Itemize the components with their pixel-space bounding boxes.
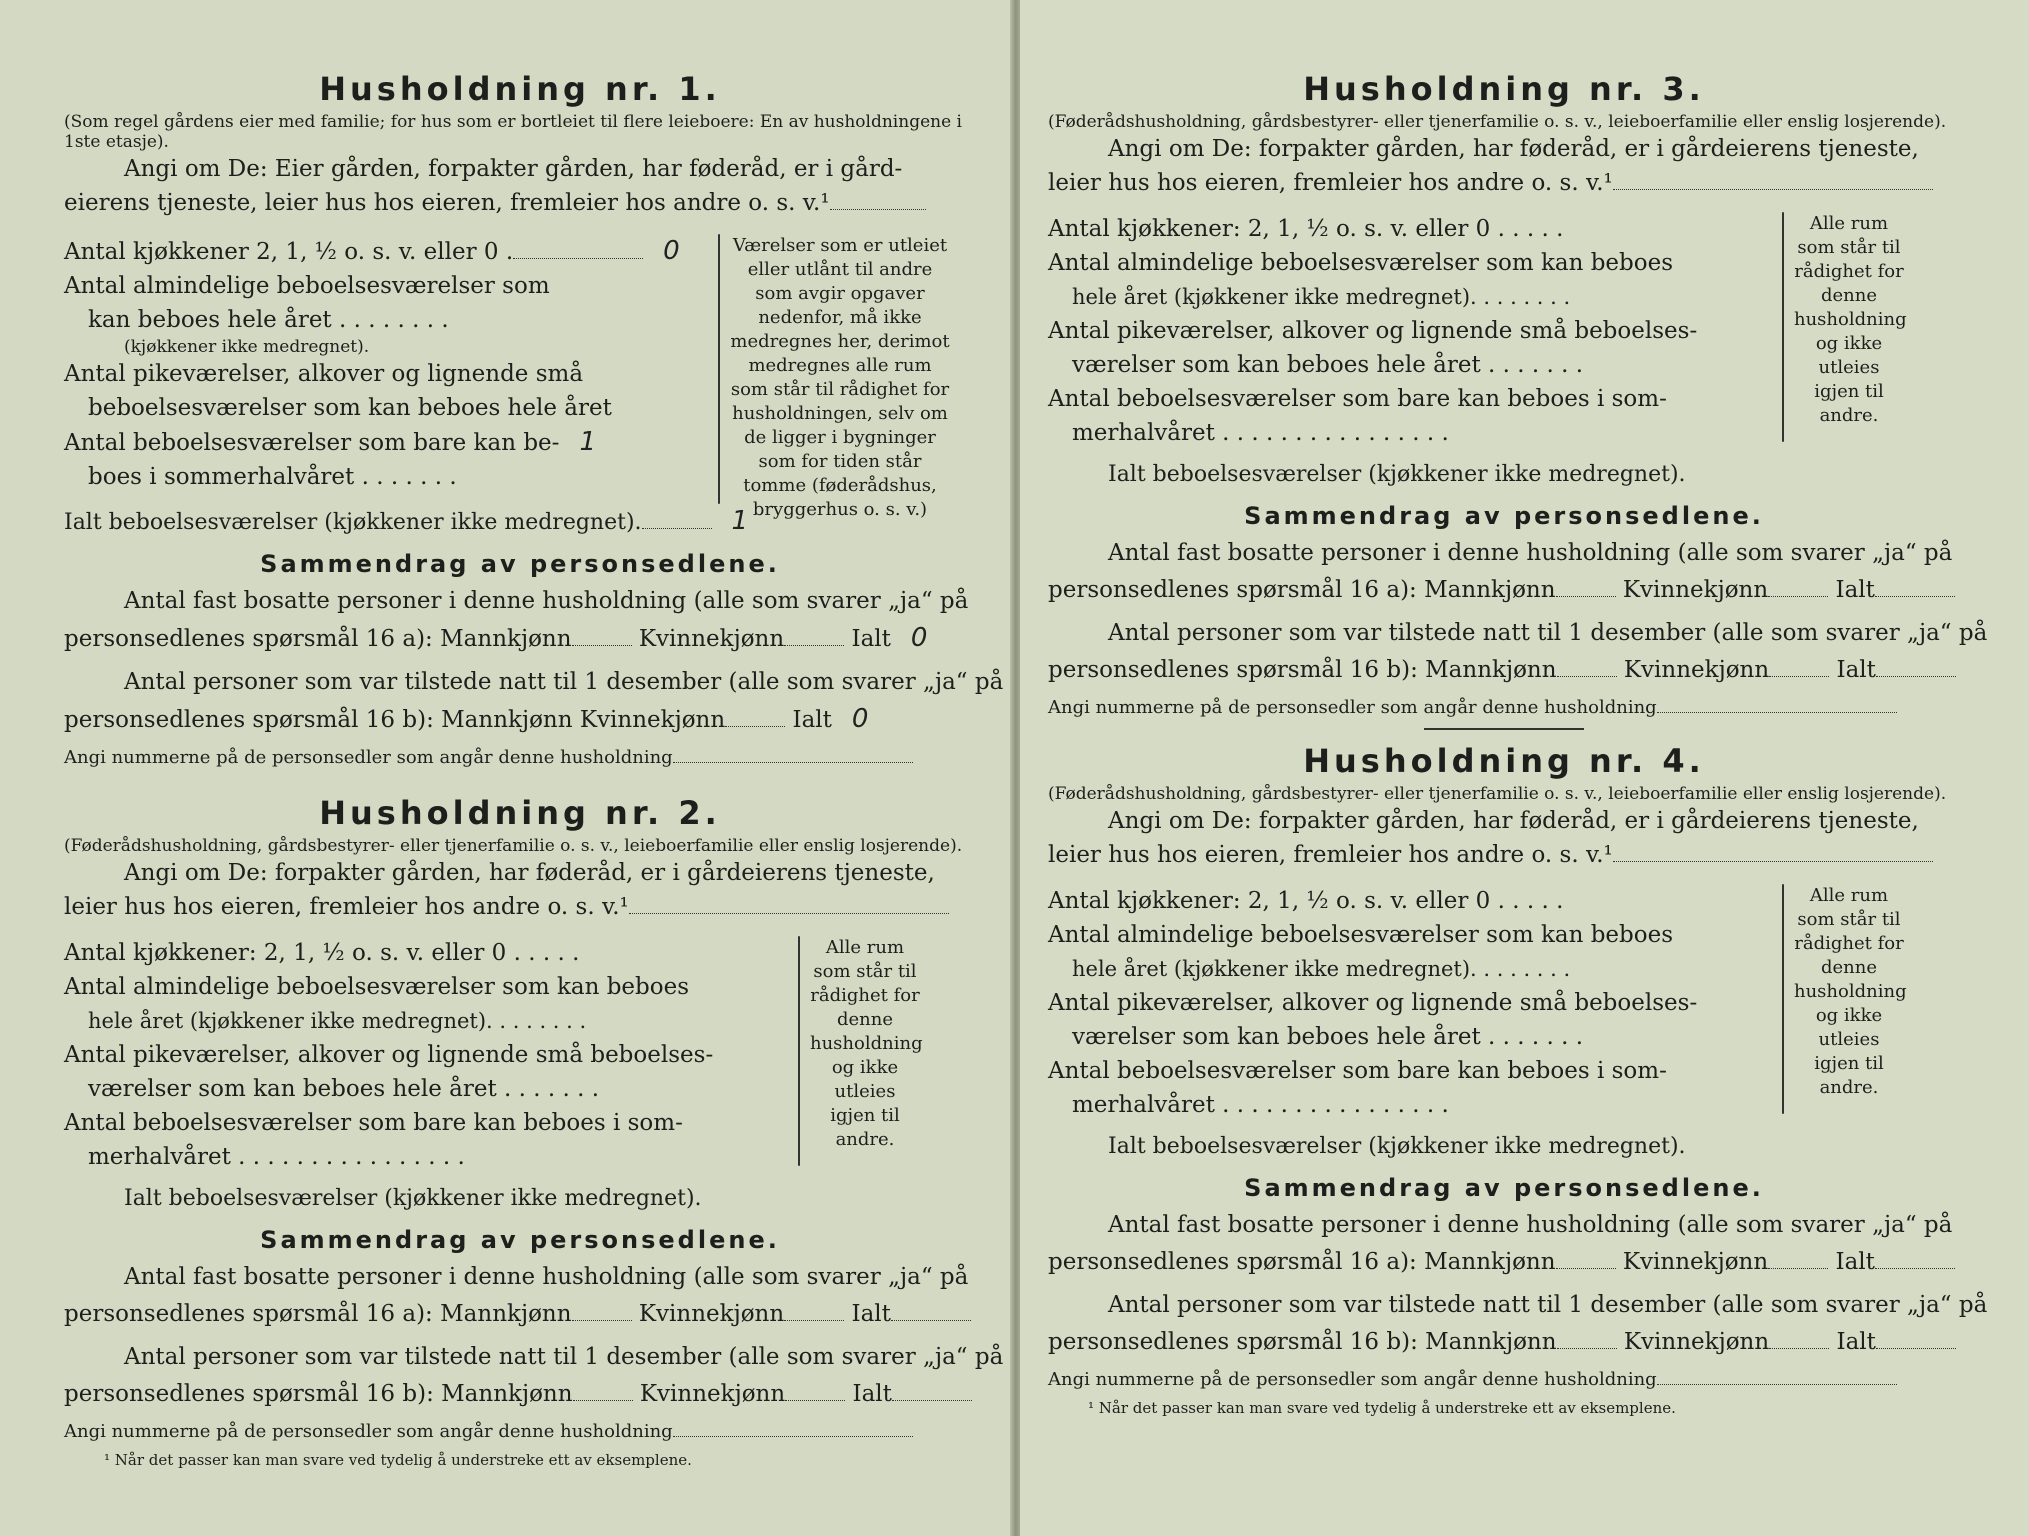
- h1-row-rooms-3: (kjøkkener ikke medregnet).: [124, 337, 370, 357]
- h4-row-maid-1: Antal pikeværelser, alkover og lignende små beboelses-: [1048, 990, 1698, 1016]
- h2-row-total: Ialt beboelsesværelser (kjøkkener ikke medregnet).: [124, 1186, 702, 1211]
- h2-row-maid-1: Antal pikeværelser, alkover og lignende små beboelses-: [64, 1042, 714, 1068]
- h4-summary-title: Sammendrag av personsedlene.: [1244, 1174, 1764, 1202]
- h2-row-rooms-2: hele året (kjøkkener ikke medregnet). . . . . . . .: [88, 1009, 587, 1033]
- h2-row-rooms-1: Antal almindelige beboelsesværelser som kan beboes: [64, 974, 690, 1000]
- household-1-title: Husholdning nr. 1.: [319, 70, 721, 108]
- h4-brace-note: Alle rum som står til rådighet for denne husholdning og ikke utleies igjen til andre.: [1794, 885, 1907, 1098]
- h3-row-summer-1: Antal beboelsesværelser som bare kan beboes i som-: [1048, 386, 1667, 412]
- household-2-note: (Føderådshusholdning, gårdsbestyrer- eller tjenerfamilie o. s. v., leieboerfamilie eller enslig losjerende).: [64, 836, 963, 856]
- h2-summary-4: personsedlenes spørsmål 16 b): Mannkjønn Kvinnekjønn Ialt: [64, 1374, 976, 1414]
- h3-row-maid-2: værelser som kan beboes hele året . . . . . . .: [1072, 352, 1584, 378]
- h3-row-maid-1: Antal pikeværelser, alkover og lignende små beboelses-: [1048, 318, 1698, 344]
- household-4-note: (Føderådshusholdning, gårdsbestyrer- eller tjenerfamilie o. s. v., leieboerfamilie eller enslig losjerende).: [1048, 784, 1947, 804]
- household-3: [1048, 70, 1988, 730]
- household-4: [1048, 742, 1988, 1418]
- h3-brace-note: Alle rum som står til rådighet for denne husholdning og ikke utleies igjen til andre.: [1794, 213, 1907, 426]
- left-footnote: ¹ Når det passer kan man svare ved tydelig å understreke ett av eksemplene.: [104, 1451, 692, 1469]
- h2-summary-3: Antal personer som var tilstede natt til 1 desember (alle som svarer „ja“ på: [124, 1344, 1004, 1370]
- h3-summary-2: personsedlenes spørsmål 16 a): Mannkjønn Kvinnekjønn Ialt: [1048, 570, 1960, 610]
- h1-row-rooms-1: Antal almindelige beboelsesværelser som: [64, 273, 550, 299]
- household-3-title: Husholdning nr. 3.: [1303, 70, 1705, 108]
- h1-row-total: Ialt beboelsesværelser (kjøkkener ikke medregnet). 1: [64, 506, 749, 536]
- h1-summary-4: personsedlenes spørsmål 16 b): Mannkjønn Kvinnekjønn Ialt 0: [64, 699, 976, 740]
- h3-brace: [1782, 212, 1784, 442]
- h1-row-rooms-2: kan beboes hele året . . . . . . . .: [88, 307, 449, 333]
- h3-row-rooms-1: Antal almindelige beboelsesværelser som kan beboes: [1048, 250, 1674, 276]
- h1-brace-note: Værelser som er utleiet eller utlånt til andre som avgir opgaver nedenfor, må ikke medregnes her, derimot medregnes alle rum som står til rådighet for husholdningen, selv om de ligger i bygninger som for tiden står tomme (føderådshus, bryggerhus o. s. v.): [730, 235, 950, 520]
- household-3-angi-1: Angi om De: forpakter gården, har føderåd, er i gårdeierens tjeneste,: [1108, 136, 1919, 162]
- h1-row-maid-1: Antal pikeværelser, alkover og lignende små: [64, 361, 584, 387]
- h4-row-kitchens: Antal kjøkkener: 2, 1, ½ o. s. v. eller 0 . . . . .: [1048, 888, 1564, 914]
- h3-row-total: Ialt beboelsesværelser (kjøkkener ikke medregnet).: [1108, 462, 1686, 487]
- h3-summary-4: personsedlenes spørsmål 16 b): Mannkjønn Kvinnekjønn Ialt: [1048, 650, 1960, 690]
- household-1-angi-2: eierens tjeneste, leier hus hos eieren, fremleier hos andre o. s. v.¹: [64, 186, 976, 220]
- h4-row-summer-2: merhalvåret . . . . . . . . . . . . . . . .: [1072, 1092, 1449, 1118]
- household-1: [64, 70, 1004, 768]
- h1-summary-3: Antal personer som var tilstede natt til 1 desember (alle som svarer „ja“ på: [124, 669, 1004, 695]
- h2-summary-2: personsedlenes spørsmål 16 a): Mannkjønn Kvinnekjønn Ialt: [64, 1294, 976, 1334]
- household-2-angi-2: leier hus hos eieren, fremleier hos andre o. s. v.¹: [64, 890, 976, 924]
- h3-summary-1: Antal fast bosatte personer i denne husholdning (alle som svarer „ja“ på: [1108, 540, 1953, 566]
- household-2: [64, 794, 1004, 1470]
- household-4-title: Husholdning nr. 4.: [1303, 742, 1705, 780]
- h4-row-rooms-1: Antal almindelige beboelsesværelser som kan beboes: [1048, 922, 1674, 948]
- h1-summary-2: personsedlenes spørsmål 16 a): Mannkjønn Kvinnekjønn Ialt 0: [64, 618, 976, 659]
- h1-hand-summer: 1: [579, 427, 596, 457]
- h1-row-summer-1: Antal beboelsesværelser som bare kan be- 1: [64, 427, 596, 457]
- h1-hand-tilstede-ialt: 0: [851, 704, 869, 734]
- h4-row-summer-1: Antal beboelsesværelser som bare kan beboes i som-: [1048, 1058, 1667, 1084]
- h4-row-maid-2: værelser som kan beboes hele året . . . . . . .: [1072, 1024, 1584, 1050]
- household-2-angi-1: Angi om De: forpakter gården, har føderåd, er i gårdeierens tjeneste,: [124, 860, 935, 886]
- household-2-title: Husholdning nr. 2.: [319, 794, 721, 832]
- h3-row-kitchens: Antal kjøkkener: 2, 1, ½ o. s. v. eller 0 . . . . .: [1048, 216, 1564, 242]
- household-4-angi-1: Angi om De: forpakter gården, har føderåd, er i gårdeierens tjeneste,: [1108, 808, 1919, 834]
- h2-row-summer-1: Antal beboelsesværelser som bare kan beboes i som-: [64, 1110, 683, 1136]
- h2-brace-note: Alle rum som står til rådighet for denne husholdning og ikke utleies igjen til andre.: [810, 937, 923, 1150]
- h4-summary-2: personsedlenes spørsmål 16 a): Mannkjønn Kvinnekjønn Ialt: [1048, 1242, 1960, 1282]
- h2-row-maid-2: værelser som kan beboes hele året . . . . . . .: [88, 1076, 600, 1102]
- h3-summary-3: Antal personer som var tilstede natt til 1 desember (alle som svarer „ja“ på: [1108, 620, 1988, 646]
- right-footnote: ¹ Når det passer kan man svare ved tydelig å understreke ett av eksemplene.: [1088, 1399, 1676, 1417]
- h3-nummer: Angi nummerne på de personsedler som angår denne husholdning: [1048, 698, 1960, 718]
- h2-row-summer-2: merhalvåret . . . . . . . . . . . . . . . .: [88, 1144, 465, 1170]
- h3-row-rooms-2: hele året (kjøkkener ikke medregnet). . . . . . . .: [1072, 285, 1571, 309]
- h4-summary-1: Antal fast bosatte personer i denne husholdning (alle som svarer „ja“ på: [1108, 1212, 1953, 1238]
- household-1-note: (Som regel gårdens eier med familie; for hus som er bortleiet til flere leieboere: En av husholdningene i 1ste etasje).: [64, 112, 962, 152]
- h1-summary-title: Sammendrag av personsedlene.: [260, 550, 780, 578]
- h1-nummer: Angi nummerne på de personsedler som angår denne husholdning: [64, 748, 976, 768]
- h4-summary-3: Antal personer som var tilstede natt til 1 desember (alle som svarer „ja“ på: [1108, 1292, 1988, 1318]
- household-3-angi-2: leier hus hos eieren, fremleier hos andre o. s. v.¹: [1048, 166, 1960, 200]
- h1-hand-total: 1: [731, 506, 749, 536]
- right-column: [1048, 70, 1988, 1418]
- household-4-angi-2: leier hus hos eieren, fremleier hos andre o. s. v.¹: [1048, 838, 1960, 872]
- h3-separator: [1424, 728, 1584, 730]
- h1-brace: [718, 234, 720, 504]
- h2-row-kitchens: Antal kjøkkener: 2, 1, ½ o. s. v. eller 0 . . . . .: [64, 940, 580, 966]
- h2-summary-1: Antal fast bosatte personer i denne husholdning (alle som svarer „ja“ på: [124, 1264, 969, 1290]
- h3-summary-title: Sammendrag av personsedlene.: [1244, 502, 1764, 530]
- h1-row-summer-2: boes i sommerhalvåret . . . . . . .: [88, 464, 457, 490]
- h4-nummer: Angi nummerne på de personsedler som angår denne husholdning: [1048, 1370, 1960, 1390]
- h3-row-summer-2: merhalvåret . . . . . . . . . . . . . . . .: [1072, 420, 1449, 446]
- left-column: [64, 70, 1004, 1470]
- h4-row-total: Ialt beboelsesværelser (kjøkkener ikke medregnet).: [1108, 1134, 1686, 1159]
- h1-row-maid-2: beboelsesværelser som kan beboes hele året: [88, 395, 612, 421]
- h1-summary-1: Antal fast bosatte personer i denne husholdning (alle som svarer „ja“ på: [124, 588, 969, 614]
- household-1-angi-1: Angi om De: Eier gården, forpakter gården, har føderåd, er i gård-: [124, 156, 903, 182]
- h1-hand-kitchens: 0: [663, 236, 680, 266]
- h2-brace: [798, 936, 800, 1166]
- h2-summary-title: Sammendrag av personsedlene.: [260, 1226, 780, 1254]
- household-3-note: (Føderådshusholdning, gårdsbestyrer- eller tjenerfamilie o. s. v., leieboerfamilie eller enslig losjerende).: [1048, 112, 1947, 132]
- h1-hand-fast-ialt: 0: [910, 623, 928, 653]
- h4-brace: [1782, 884, 1784, 1114]
- h4-summary-4: personsedlenes spørsmål 16 b): Mannkjønn Kvinnekjønn Ialt: [1048, 1322, 1960, 1362]
- h2-nummer: Angi nummerne på de personsedler som angår denne husholdning: [64, 1422, 976, 1442]
- h4-row-rooms-2: hele året (kjøkkener ikke medregnet). . . . . . . .: [1072, 957, 1571, 981]
- h1-row-kitchens: Antal kjøkkener 2, 1, ½ o. s. v. eller 0 . 0: [64, 236, 680, 266]
